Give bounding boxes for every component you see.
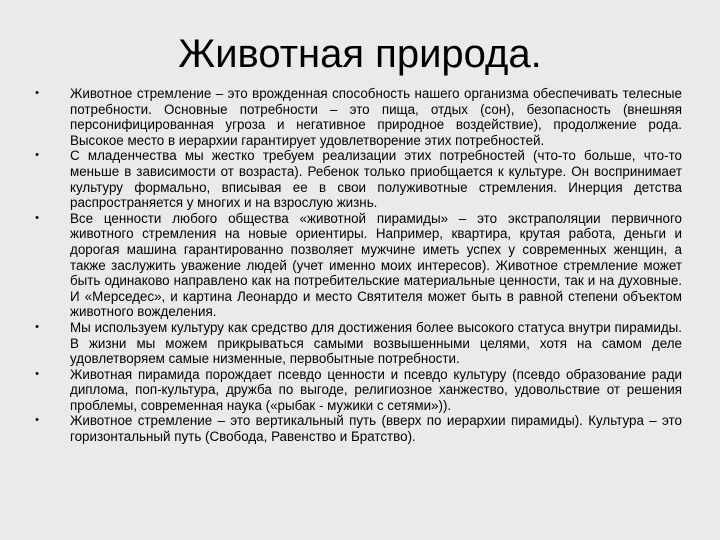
- bullet-text: Животное стремление – это вертикальный путь (вверх по иерархии пирамиды). Культура – это горизонтальный путь (Свобода, Равенство и Братство).: [70, 413, 682, 445]
- bullet-marker: •: [35, 87, 39, 99]
- bullet-text: Мы используем культуру как средство для достижения более высокого статуса внутри пирамиды. В жизни мы можем прикрываться самыми возвышенными целями, хотя на самом деле удовлетворяем самые низменные, первобытные потребности.: [70, 319, 682, 367]
- bullet-list: [30, 86, 682, 445]
- bullet-item: [30, 211, 682, 320]
- bullet-text: Животная пирамида порождает псевдо ценности и псевдо культуру (псевдо образование ради диплома, поп-культура, дружба по выгоде, религиозное ханжество, удовольствие от решения проблемы, современная наука («рыбак - мужики с сетями»)).: [70, 366, 682, 413]
- bullet-item: [30, 413, 682, 444]
- bullet-marker: •: [35, 149, 39, 162]
- slide-title: Животная природа.: [178, 32, 542, 76]
- bullet-item: [30, 86, 682, 148]
- bullet-item: [30, 148, 682, 210]
- bullet-marker: •: [35, 367, 39, 380]
- bullet-text: С младенчества мы жестко требуем реализации этих потребностей (что-то больше, что-то меньше в зависимости от возраста). Ребенок только приобщается к культуре. Он воспринимает культуру формально, вписывая ее в свои полуживотные стремления. Инерция детства распространяется у многих и на взрослую жизнь.: [70, 148, 682, 211]
- bullet-marker: •: [35, 211, 39, 224]
- bullet-marker: •: [35, 320, 39, 333]
- bullet-text: Все ценности любого общества «животной пирамиды» – это экстраполяции первичного животного стремления на новые ориентиры. Например, квартира, крутая работа, деньги и дорогая машина гарантированно позволяет мужчине иметь успех у современных женщин, а также заслужить уважение людей (учет именно моих интересов). Животное стремление может быть одинаково направлено как на потребительские материальные ценности, так и на духовные. И «Мерседес», и картина Леонардо и место Святителя может быть в равной степени объектом животного вожделения.: [70, 210, 682, 320]
- bullet-marker: •: [35, 414, 39, 427]
- bullet-item: [30, 320, 682, 367]
- bullet-text: Животное стремление – это врожденная способность нашего организма обеспечивать телесные потребности. Основные потребности – это пища, отдых (сон), безопасность (внешняя персонифицированная угроза и негативное природное воздействие), продолжение рода. Высокое место в иерархии гарантирует удовлетворение этих потребностей.: [70, 86, 682, 148]
- bullet-item: [30, 367, 682, 414]
